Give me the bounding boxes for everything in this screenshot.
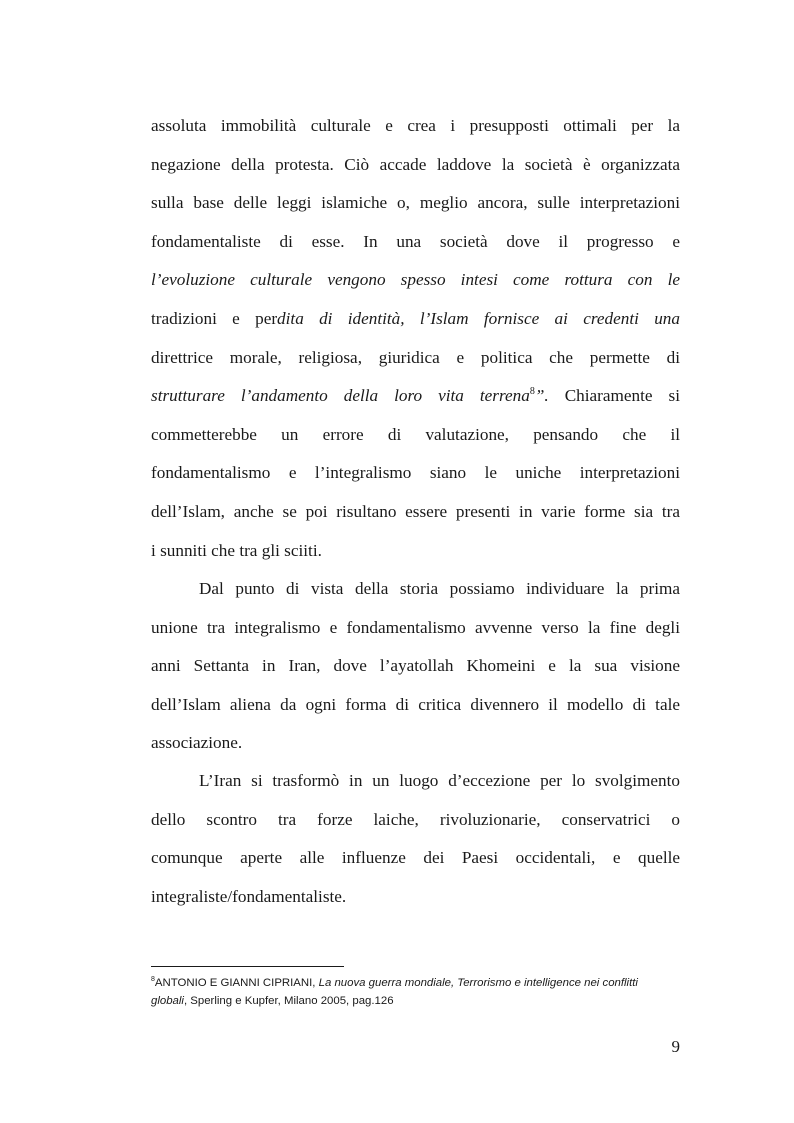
text-line: dell’Islam aliena da ogni forma di critica divennero il modello di tale: [151, 694, 680, 714]
footnote: [151, 974, 680, 1010]
paragraph-1: [151, 107, 680, 570]
text-line-italic: [151, 261, 680, 300]
text-line: dello scontro tra forze laiche, rivoluzionarie, conservatrici o: [151, 809, 680, 829]
page-number: 9: [671, 1037, 680, 1056]
text-line: unione tra integralismo e fondamentalismo avvenne verso la fine degli: [151, 617, 680, 637]
text-line: fondamentalismo e l’integralismo siano le uniche interpretazioni: [151, 463, 680, 483]
footnote-separator: [151, 966, 344, 967]
text-line: assoluta immobilità culturale e crea i presupposti ottimali per la: [151, 116, 680, 135]
paragraph-3: [151, 762, 680, 916]
text-line: sulla base delle leggi islamiche o, meglio ancora, sulle interpretazioni: [151, 193, 680, 213]
text-line-mixed: [151, 377, 680, 416]
text-line: i sunniti che tra gli sciiti.: [151, 540, 322, 560]
text-line: anni Settanta in Iran, dove l’ayatollah Khomeini e la sua visione: [151, 656, 680, 676]
italic-quote: dita di identità, l’Islam fornisce ai credenti una: [277, 308, 680, 328]
text-line: L’Iran si trasformò in un luogo d’eccezione per lo svolgimento: [199, 771, 680, 790]
text-line: integraliste/fondamentaliste.: [151, 886, 347, 906]
text-line: comunque aperte alle influenze dei Paesi occidentali, e quelle: [151, 848, 680, 868]
footnote-line: [151, 974, 680, 992]
italic-quote: l’evoluzione culturale vengono spesso intesi come rottura con le: [151, 270, 680, 290]
footnote-reference[interactable]: 8: [529, 386, 535, 398]
footnote-authors: ANTONIO E GIANNI CIPRIANI,: [154, 977, 319, 989]
text-line: fondamentaliste di esse. In una società dove il progresso e: [151, 231, 680, 251]
text-line: commetterebbe un errore di valutazione, pensando che il: [151, 424, 680, 444]
paragraph-2: [151, 570, 680, 763]
plain-text: tradizioni e per: [151, 308, 278, 328]
text-line: direttrice morale, religiosa, giuridica e politica che permette di: [151, 347, 680, 367]
footnote-line: [151, 992, 680, 1010]
footnote-publication: , Sperling e Kupfer, Milano 2005, pag.126: [183, 995, 394, 1007]
italic-quote-close: ”.: [534, 386, 549, 406]
text-line: dell’Islam, anche se poi risultano essere presenti in varie forme sia tra: [151, 501, 680, 521]
text-line: associazione.: [151, 733, 243, 753]
text-line-mixed: [151, 300, 680, 339]
plain-text: Chiaramente si: [548, 386, 680, 406]
footnote-title: La nuova guerra mondiale, Terrorismo e intelligence nei conflitti: [318, 977, 638, 989]
text-line: Dal punto di vista della storia possiamo individuare la prima: [199, 579, 680, 598]
italic-quote: strutturare l’andamento della loro vita terrena: [151, 386, 530, 406]
footnote-number: 8: [151, 976, 155, 983]
text-line: negazione della protesta. Ciò accade laddove la società è organizzata: [151, 154, 680, 174]
footnote-title-cont: globali: [151, 995, 184, 1007]
